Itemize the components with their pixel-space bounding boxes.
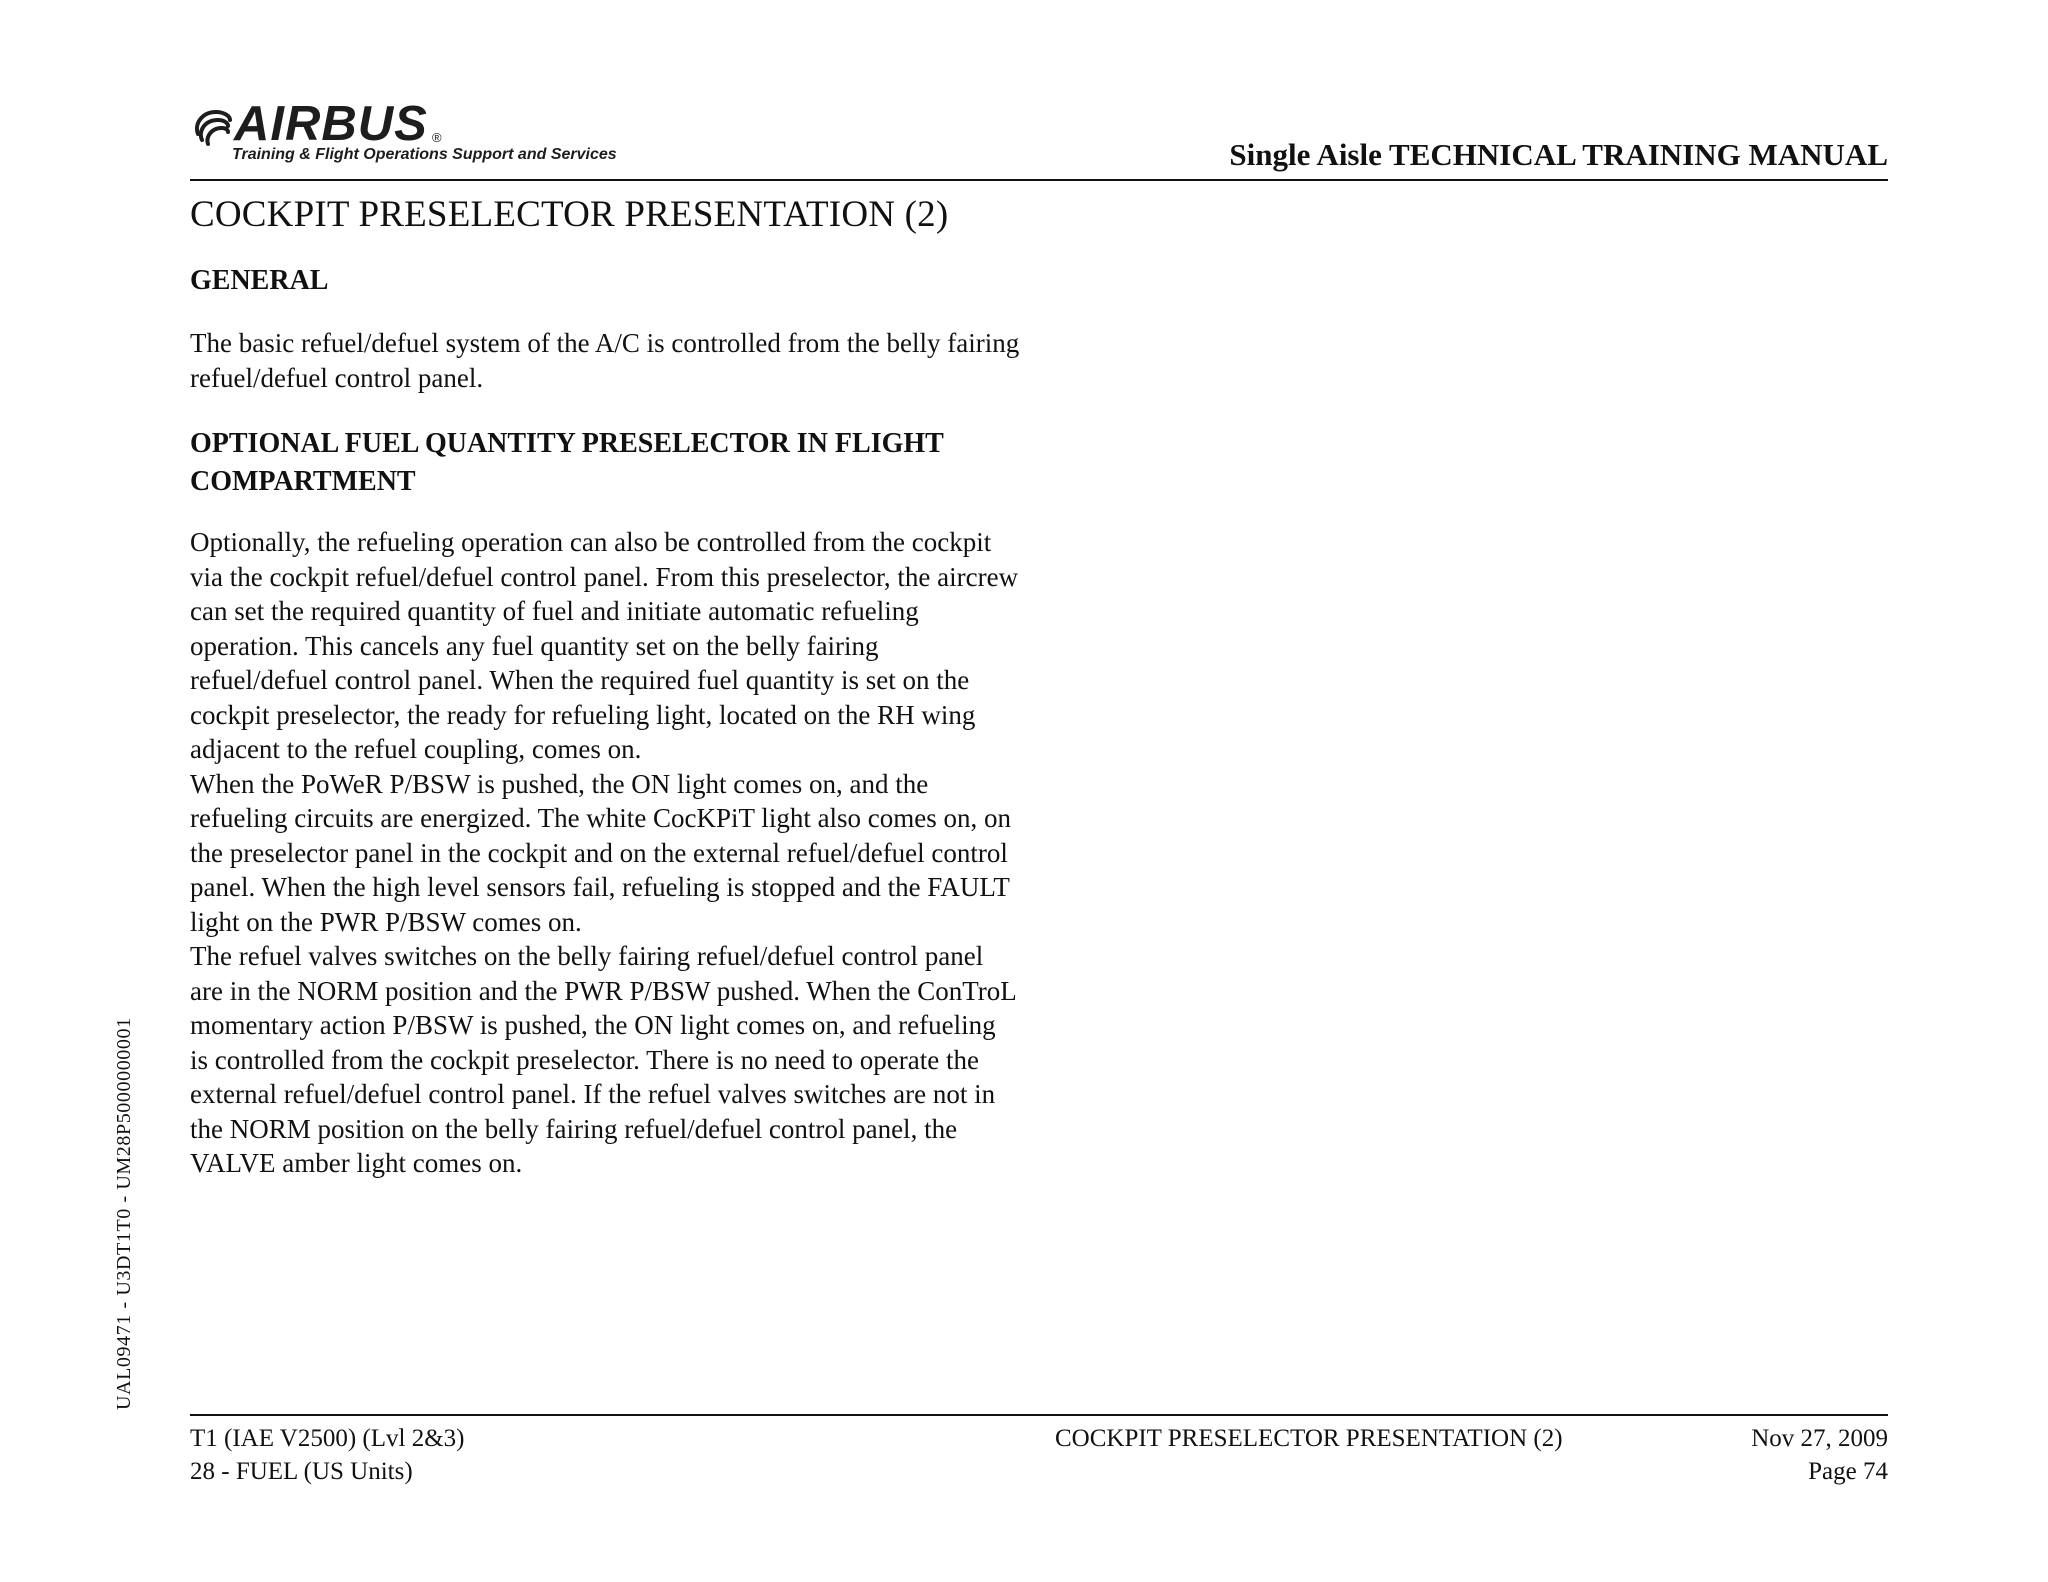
footer-page-number: Page 74 (1808, 1458, 1888, 1485)
section-optional-paragraph-3: The refuel valves switches on the belly fairing refuel/defuel control panel are in the NORM position and the PWR P/BSW pushed. When the ConTroL momentary action P/BSW is pushed, the ON light comes on, and refueling is controlled from the cockpit preselector. There is no need to operate the external refuel/defuel control panel. If the refuel valves switches are not in the NORM position on the belly fairing refuel/defuel control panel, the VALVE amber light comes on. (190, 941, 1016, 1178)
document-body (190, 262, 1020, 1181)
section-optional-paragraph-1: Optionally, the refueling operation can also be controlled from the cockpit via the cockpit refuel/defuel control panel. From this preselector, the aircrew can set the required quantity of fuel and initiate automatic refueling operation. This cancels any fuel quantity set on the belly fairing refuel/defuel control panel. When the required fuel quantity is set on the cockpit preselector, the ready for refueling light, located on the RH wing adjacent to the refuel coupling, comes on. (190, 527, 1019, 764)
footer-chapter-line: 28 - FUEL (US Units) (190, 1458, 413, 1485)
section-heading-optional-preselector: OPTIONAL FUEL QUANTITY PRESELECTOR IN FLIGHT COMPARTMENT (190, 428, 944, 497)
airbus-swirl-icon (190, 104, 234, 148)
footer-date: Nov 27, 2009 (1751, 1425, 1888, 1452)
section-heading-general: GENERAL (190, 265, 329, 296)
footer-section-title: COCKPIT PRESELECTOR PRESENTATION (2) (1055, 1425, 1563, 1452)
logo-registered-mark: ® (432, 130, 442, 145)
airbus-logo (190, 97, 670, 170)
footer-course-info (190, 1422, 465, 1488)
document-reference-code: UAL09471 - U3DT1T0 - UM28P5000000001 (113, 1017, 135, 1410)
page-title: COCKPIT PRESELECTOR PRESENTATION (2) (190, 194, 949, 235)
manual-title: Single Aisle TECHNICAL TRAINING MANUAL (1229, 137, 1888, 172)
section-general-paragraph: The basic refuel/defuel system of the A/C is controlled from the belly fairing refuel/defuel control panel. (190, 328, 1020, 393)
footer-rule (190, 1414, 1888, 1416)
footer-course-line: T1 (IAE V2500) (Lvl 2&3) (190, 1425, 465, 1452)
header-rule (190, 179, 1888, 181)
footer-date-page (1751, 1422, 1888, 1488)
logo-subtitle: Training & Flight Operations Support and Services (232, 146, 617, 163)
section-optional-paragraph-2: When the PoWeR P/BSW is pushed, the ON light comes on, and the refueling circuits are energized. The white CocKPiT light also comes on, on the preselector panel in the cockpit and on the external refuel/defuel control panel. When the high level sensors fail, refueling is stopped and the FAULT light on the PWR P/BSW comes on. (190, 768, 1012, 937)
logo-wordmark: AIRBUS (234, 97, 428, 151)
